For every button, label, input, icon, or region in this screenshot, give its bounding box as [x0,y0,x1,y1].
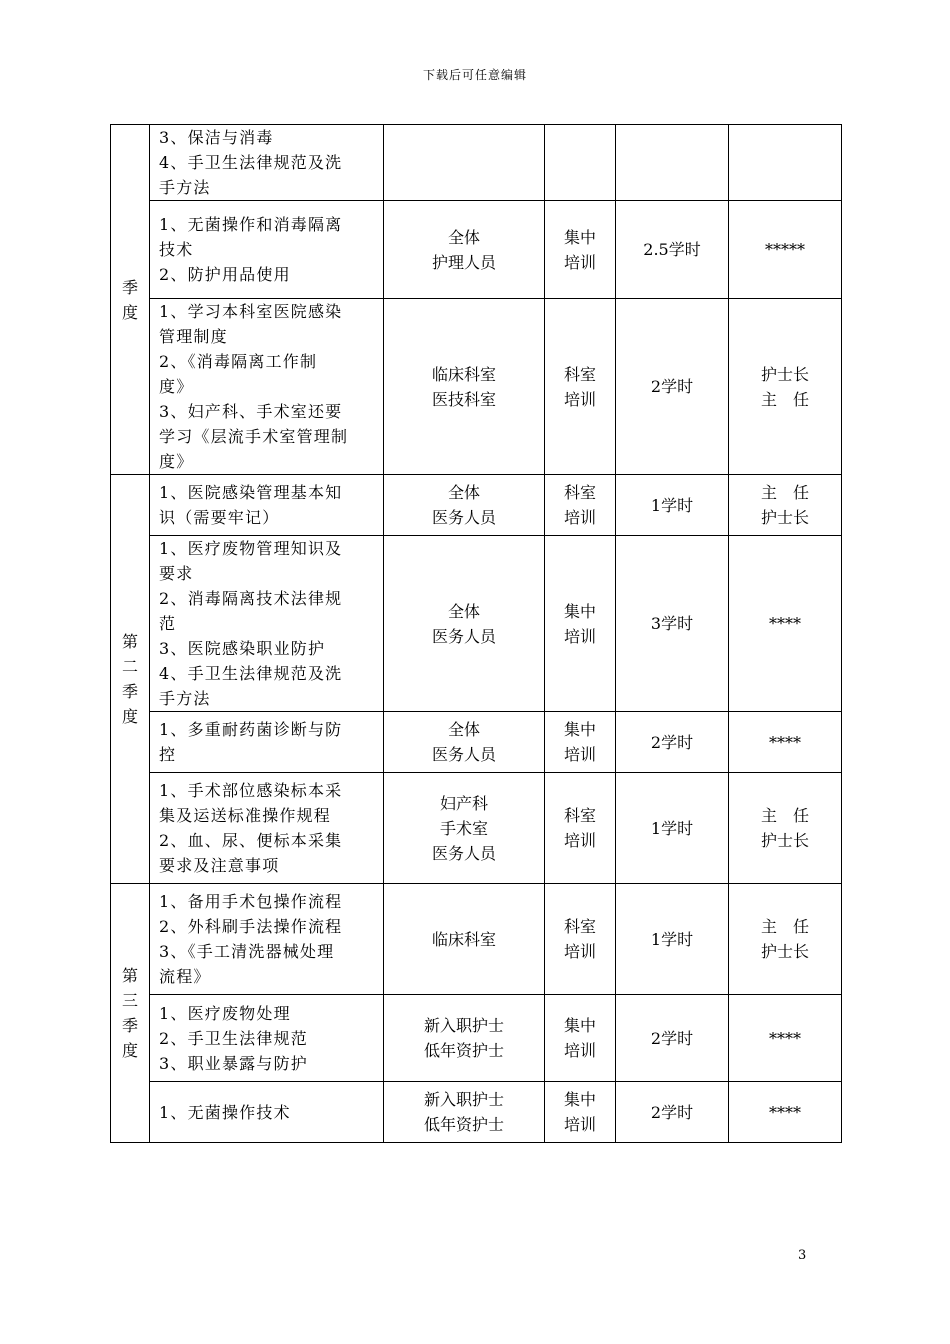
audience-cell: 全体 医务人员 [384,712,545,773]
method-cell: 集中 培训 [545,536,616,712]
quarter-cell: 季 度 [111,125,150,475]
lecturer-cell [729,125,842,201]
audience-cell [384,125,545,201]
hours-cell: 2学时 [616,1082,729,1143]
table-row [111,536,842,712]
content-cell: 1、无菌操作和消毒隔离 技术 2、防护用品使用 [150,201,384,299]
table-row [111,125,842,201]
lecturer-cell: 主 任 护士长 [729,884,842,995]
training-table [110,124,842,1143]
audience-cell: 妇产科 手术室 医务人员 [384,773,545,884]
table-row [111,712,842,773]
lecturer-cell: 护士长 主 任 [729,299,842,475]
table-row [111,201,842,299]
page-header: 下载后可任意编辑 [422,68,527,82]
hours-cell: 2学时 [616,299,729,475]
table-row [111,475,842,536]
audience-cell: 新入职护士 低年资护士 [384,995,545,1082]
table-row [111,1082,842,1143]
page-number: 3 [798,1248,807,1263]
method-cell: 科室 培训 [545,475,616,536]
hours-cell: 3学时 [616,536,729,712]
lecturer-cell: 主 任 护士长 [729,475,842,536]
content-cell: 1、学习本科室医院感染 管理制度 2、《消毒隔离工作制 度》 3、妇产科、手术室还要 学习《层流手术室管理制 度》 [150,299,384,475]
content-cell: 1、手术部位感染标本采 集及运送标准操作规程 2、血、尿、便标本采集 要求及注意事项 [150,773,384,884]
content-cell: 1、无菌操作技术 [150,1082,384,1143]
table-row [111,299,842,475]
hours-cell: 1学时 [616,773,729,884]
method-cell: 科室 培训 [545,773,616,884]
hours-cell [616,125,729,201]
content-cell: 1、医疗废物管理知识及 要求 2、消毒隔离技术法律规 范 3、医院感染职业防护 4、手卫生法律规范及洗 手方法 [150,536,384,712]
lecturer-cell: **** [729,995,842,1082]
audience-cell: 临床科室 医技科室 [384,299,545,475]
table-row [111,884,842,995]
audience-cell: 临床科室 [384,884,545,995]
audience-cell: 全体 医务人员 [384,475,545,536]
lecturer-cell: **** [729,712,842,773]
method-cell: 集中 培训 [545,712,616,773]
method-cell: 集中 培训 [545,995,616,1082]
content-cell: 1、备用手术包操作流程 2、外科刷手法操作流程 3、《手工清洗器械处理 流程》 [150,884,384,995]
hours-cell: 2.5学时 [616,201,729,299]
lecturer-cell: ***** [729,201,842,299]
hours-cell: 2学时 [616,712,729,773]
content-cell: 1、多重耐药菌诊断与防 控 [150,712,384,773]
method-cell: 科室 培训 [545,884,616,995]
lecturer-cell: **** [729,536,842,712]
table-row [111,773,842,884]
method-cell [545,125,616,201]
audience-cell: 全体 医务人员 [384,536,545,712]
content-cell: 1、医疗废物处理 2、手卫生法律规范 3、职业暴露与防护 [150,995,384,1082]
method-cell: 集中 培训 [545,1082,616,1143]
content-cell: 1、医院感染管理基本知 识（需要牢记） [150,475,384,536]
lecturer-cell: **** [729,1082,842,1143]
audience-cell: 全体 护理人员 [384,201,545,299]
hours-cell: 2学时 [616,995,729,1082]
quarter-cell: 第 二 季 度 [111,475,150,884]
quarter-cell: 第 三 季 度 [111,884,150,1143]
lecturer-cell: 主 任 护士长 [729,773,842,884]
hours-cell: 1学时 [616,475,729,536]
audience-cell: 新入职护士 低年资护士 [384,1082,545,1143]
table-row [111,995,842,1082]
method-cell: 科室 培训 [545,299,616,475]
method-cell: 集中 培训 [545,201,616,299]
content-cell: 3、保洁与消毒 4、手卫生法律规范及洗 手方法 [150,125,384,201]
hours-cell: 1学时 [616,884,729,995]
